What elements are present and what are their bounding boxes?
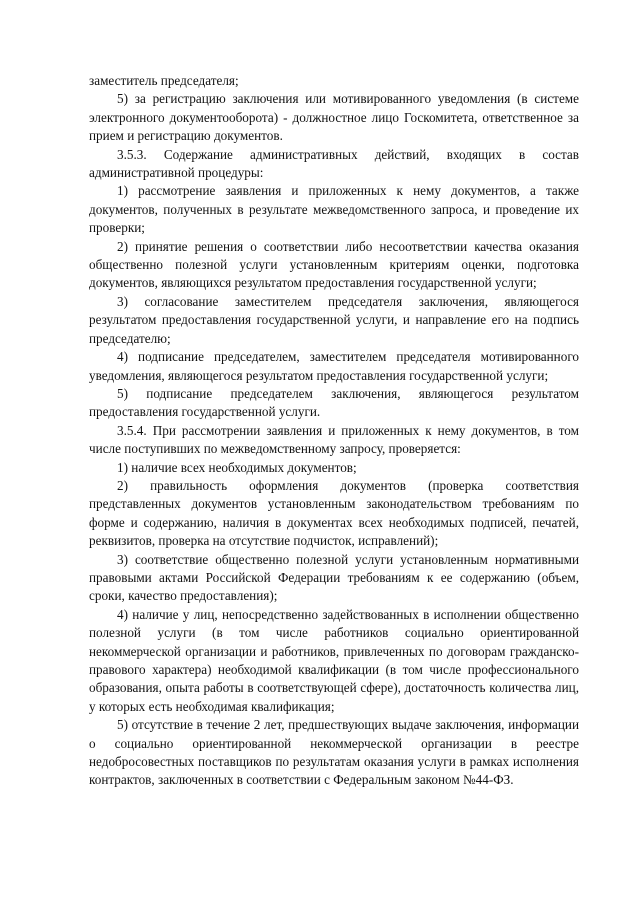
paragraph-item-5-registration: 5) за регистрацию заключения или мотивированного уведомления (в системе электронного документооборота) - должностное лицо Госкомитета, ответственное за прием и регистрацию документов. [89, 91, 579, 144]
paragraph-check-5: 5) отсутствие в течение 2 лет, предшествующих выдаче заключения, информации о социально ориентированной некоммерческой организации в реестре недобросовестных поставщиков по результатам оказания услуги в рамках исполнения контрактов, заключенных в соответствии с Федеральным законом №44-ФЗ. [89, 717, 579, 788]
paragraph-continuation: заместитель председателя; [89, 73, 239, 88]
paragraph-action-5: 5) подписание председателем заключения, являющегося результатом предоставления государственной услуги. [89, 385, 579, 420]
paragraph-action-4: 4) подписание председателем, заместителем председателя мотивированного уведомления, являющегося результатом предоставления государственной услуги; [89, 349, 579, 383]
paragraph-action-2: 2) принятие решения о соответствии либо несоответствии качества оказания общественно полезной услуги установленным критериям оценки, подготовка документов, являющихся результатом предоставления государственной услуги; [89, 238, 579, 291]
paragraph-check-3: 3) соответствие общественно полезной услуги установленным нормативными правовыми актами Российской Федерации требованиям к ее содержанию (объем, сроки, качество предоставления); [89, 551, 579, 604]
paragraph-check-4: 4) наличие у лиц, непосредственно задействованных в исполнении общественно полезной услуги (в том числе работников социально ориентированной некоммерческой организации и работников, привлеченных по договорам гражданско-правового характера) необходимой квалификации (в том числе профессионального образования, опыта работы в соответствующей сфере), достаточность количества лиц, у которых есть необходимая квалификация; [89, 606, 579, 714]
paragraph-check-2: 2) правильность оформления документов (проверка соответствия представленных документов установленным законодательством требованиям по форме и содержанию, наличия в документах всех необходимых подписей, печатей, реквизитов, проверка на отсутствие подчисток, исправлений); [89, 477, 579, 549]
paragraph-section-3-5-3: 3.5.3. Содержание административных действий, входящих в состав административной процедуры: [89, 146, 579, 181]
paragraph-action-3: 3) согласование заместителем председателя заключения, являющегося результатом предоставления государственной услуги, и направление его на подпись председателю; [89, 293, 579, 346]
document-body [89, 72, 579, 790]
paragraph-check-1: 1) наличие всех необходимых документов; [117, 459, 357, 475]
paragraph-section-3-5-4: 3.5.4. При рассмотрении заявления и приложенных к нему документов, в том числе поступивших по межведомственному запросу, проверяется: [89, 422, 579, 457]
paragraph-action-1: 1) рассмотрение заявления и приложенных к нему документов, а также документов, полученных в результате межведомственного запроса, и проведение их проверки; [89, 183, 579, 236]
